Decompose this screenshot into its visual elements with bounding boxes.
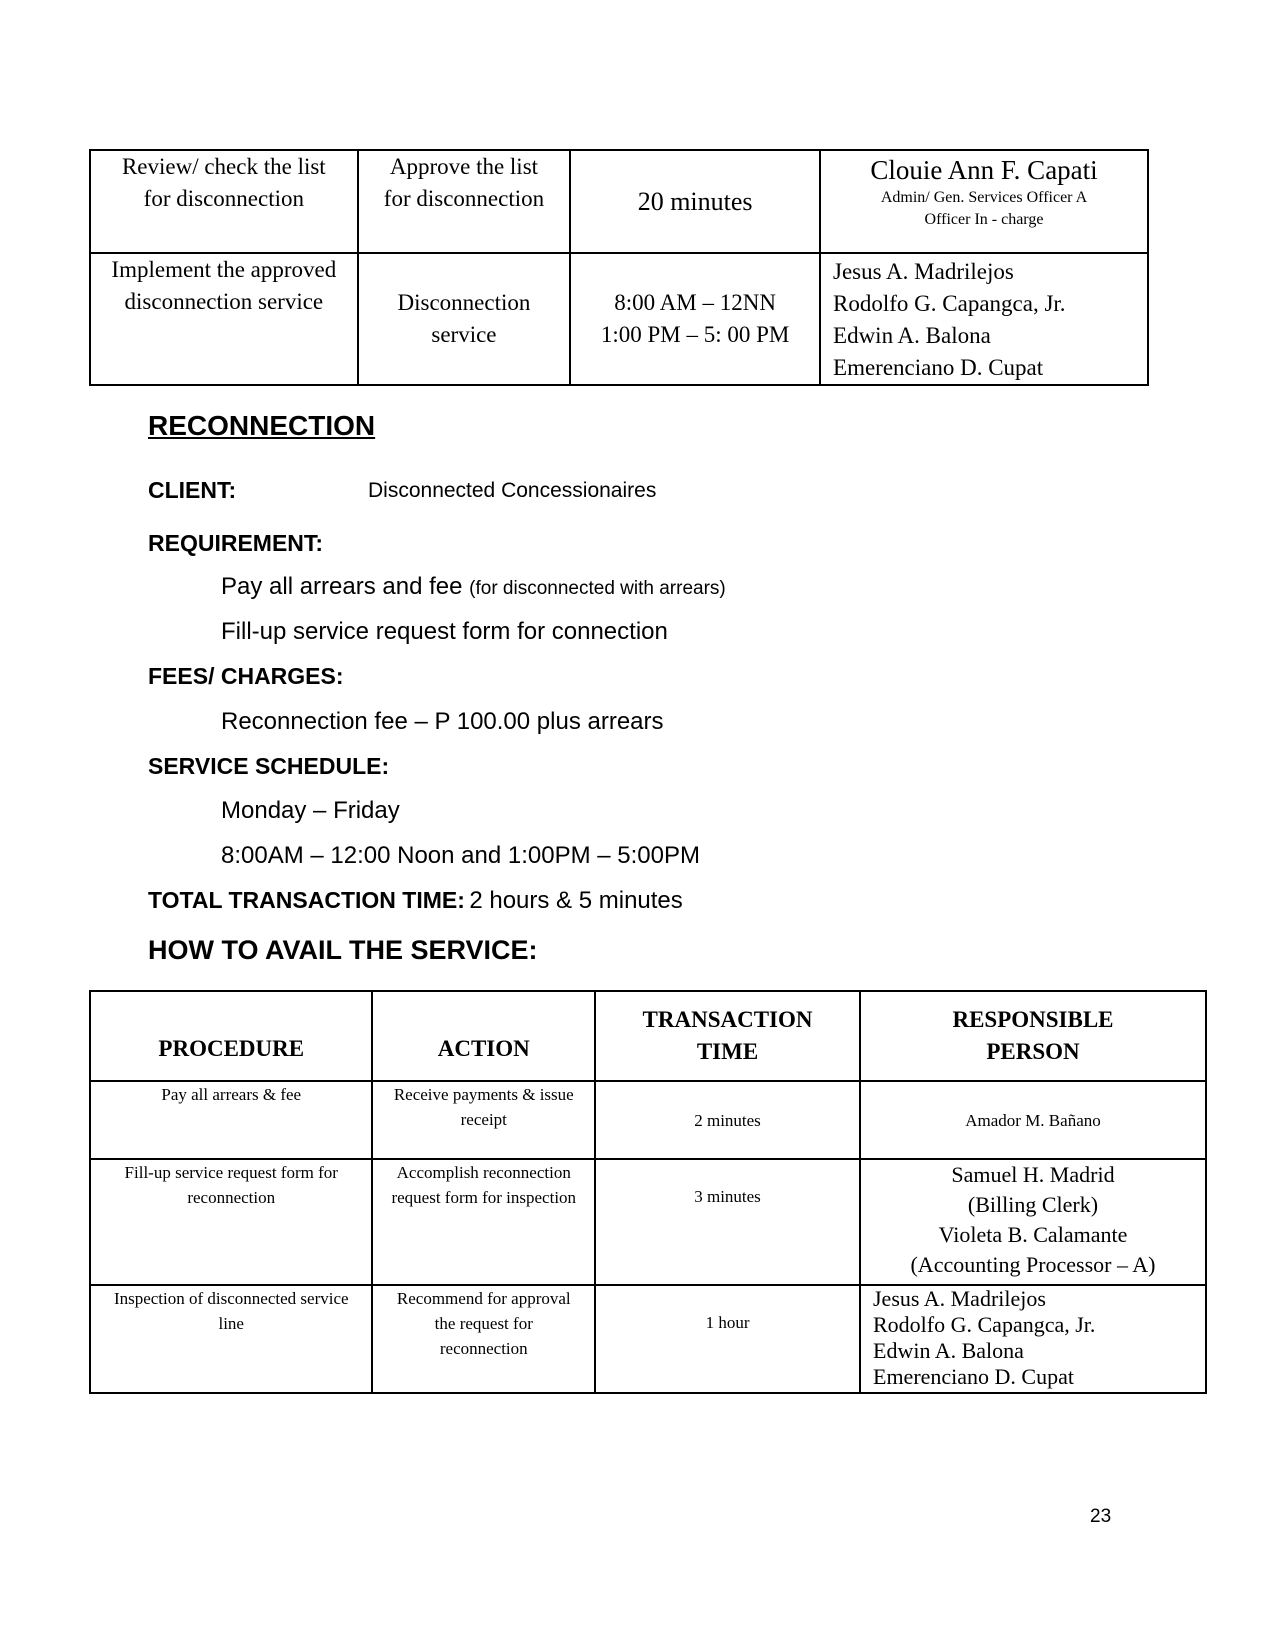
person-title: Admin/ Gen. Services Officer A: [880, 189, 1088, 206]
schedule-label: SERVICE SCHEDULE:: [148, 753, 390, 779]
header-action: [372, 991, 595, 1081]
procedure-line: reconnection: [187, 1188, 276, 1207]
client-label: CLIENT:: [148, 477, 237, 503]
action-line: Approve the list: [389, 154, 539, 179]
action-line: Disconnection: [397, 290, 531, 315]
header-responsible-person: [860, 991, 1206, 1081]
action-line: request form for inspection: [391, 1188, 577, 1207]
header-transaction-time: [595, 991, 860, 1081]
time-cell: [570, 253, 820, 385]
responsible-person-cell: [860, 1285, 1206, 1393]
person-position: (Accounting Processor – A): [910, 1252, 1156, 1277]
responsible-person-cell: [820, 150, 1148, 253]
time-cell: [595, 1081, 860, 1159]
time-line: 8:00 AM – 12NN: [614, 290, 776, 315]
responsible-person-cell: [860, 1159, 1206, 1285]
procedure-line: Pay all arrears & fee: [161, 1085, 302, 1104]
action-line: Accomplish reconnection: [396, 1163, 571, 1182]
action-line: reconnection: [439, 1339, 528, 1358]
time-cell: [595, 1285, 860, 1393]
action-cell: [372, 1081, 595, 1159]
person-name: Amador M. Bañano: [965, 1110, 1101, 1130]
person-name: Samuel H. Madrid: [951, 1162, 1115, 1187]
procedure-line: line: [218, 1314, 244, 1333]
transaction-time: 2 minutes: [694, 1110, 761, 1130]
page-number: 23: [1090, 1506, 1112, 1527]
header-label: PROCEDURE: [158, 1036, 305, 1061]
section-title: RECONNECTION: [148, 410, 376, 441]
person-name: Jesus A. Madrilejos: [873, 1286, 1046, 1311]
total-transaction-time: [148, 887, 683, 915]
time-line: 1:00 PM – 5: 00 PM: [600, 322, 790, 347]
person-title: Officer In - charge: [924, 211, 1044, 228]
client-value: Disconnected Concessionaires: [368, 479, 657, 502]
action-line: for disconnection: [383, 186, 545, 211]
action-cell: [358, 253, 571, 385]
action-cell: [358, 150, 571, 253]
how-to-avail-heading: HOW TO AVAIL THE SERVICE:: [148, 935, 538, 965]
reconnection-procedure-table: [89, 990, 1207, 1394]
person-name: Emerenciano D. Cupat: [833, 355, 1044, 380]
person-name: Rodolfo G. Capangca, Jr.: [833, 291, 1066, 316]
table-header-row: [90, 991, 1206, 1081]
table-row: [90, 150, 1148, 253]
header-label: RESPONSIBLE: [952, 1007, 1114, 1032]
action-cell: [372, 1285, 595, 1393]
person-name: Jesus A. Madrilejos: [833, 259, 1014, 284]
header-label: TIME: [696, 1039, 759, 1064]
schedule-hours: 8:00AM – 12:00 Noon and 1:00PM – 5:00PM: [221, 842, 700, 869]
procedure-cell: [90, 1159, 372, 1285]
table-row: [90, 1081, 1206, 1159]
requirement-text: Pay all arrears and fee: [221, 573, 463, 600]
person-name: Edwin A. Balona: [873, 1338, 1024, 1363]
person-name: Edwin A. Balona: [833, 323, 991, 348]
person-name: Emerenciano D. Cupat: [873, 1364, 1074, 1389]
person-name: Rodolfo G. Capangca, Jr.: [873, 1312, 1096, 1337]
table-row: [90, 253, 1148, 385]
procedure-cell: [90, 150, 358, 253]
person-name: Clouie Ann F. Capati: [870, 155, 1098, 185]
procedure-line: for disconnection: [143, 186, 304, 211]
action-line: receipt: [460, 1110, 507, 1129]
total-time-value: 2 hours & 5 minutes: [469, 887, 683, 914]
procedure-line: Inspection of disconnected service: [113, 1289, 349, 1308]
responsible-person-cell: [860, 1081, 1206, 1159]
transaction-time: 1 hour: [705, 1313, 750, 1332]
schedule-days: Monday – Friday: [221, 797, 400, 824]
requirement-label: REQUIREMENT:: [148, 530, 324, 556]
fees-value: Reconnection fee – P 100.00 plus arrears: [221, 708, 664, 735]
person-position: (Billing Clerk): [967, 1192, 1099, 1217]
procedure-cell: [90, 1081, 372, 1159]
person-name: Violeta B. Calamante: [938, 1222, 1128, 1247]
fees-label: FEES/ CHARGES:: [148, 663, 344, 689]
transaction-time: 20 minutes: [637, 186, 753, 216]
procedure-line: disconnection service: [124, 289, 324, 314]
header-procedure: [90, 991, 372, 1081]
action-line: Recommend for approval: [396, 1289, 571, 1308]
action-line: the request for: [434, 1314, 533, 1333]
header-label: TRANSACTION: [642, 1007, 813, 1032]
requirement-item: [221, 573, 726, 601]
time-cell: [570, 150, 820, 253]
procedure-line: Review/ check the list: [121, 154, 326, 179]
action-line: service: [431, 322, 497, 347]
header-label: PERSON: [986, 1039, 1080, 1064]
procedure-cell: [90, 253, 358, 385]
time-cell: [595, 1159, 860, 1285]
requirement-note: (for disconnected with arrears): [469, 578, 726, 599]
action-line: Receive payments & issue: [393, 1085, 574, 1104]
procedure-line: Fill-up service request form for: [124, 1163, 338, 1182]
transaction-time: 3 minutes: [694, 1187, 761, 1206]
action-cell: [372, 1159, 595, 1285]
table-row: [90, 1285, 1206, 1393]
procedure-cell: [90, 1285, 372, 1393]
disconnection-procedure-table: [89, 149, 1149, 386]
requirement-item: Fill-up service request form for connection: [221, 618, 668, 645]
responsible-person-cell: [820, 253, 1148, 385]
procedure-line: Implement the approved: [111, 257, 337, 282]
header-label: ACTION: [437, 1036, 530, 1061]
table-row: [90, 1159, 1206, 1285]
total-time-label: TOTAL TRANSACTION TIME:: [148, 887, 465, 913]
